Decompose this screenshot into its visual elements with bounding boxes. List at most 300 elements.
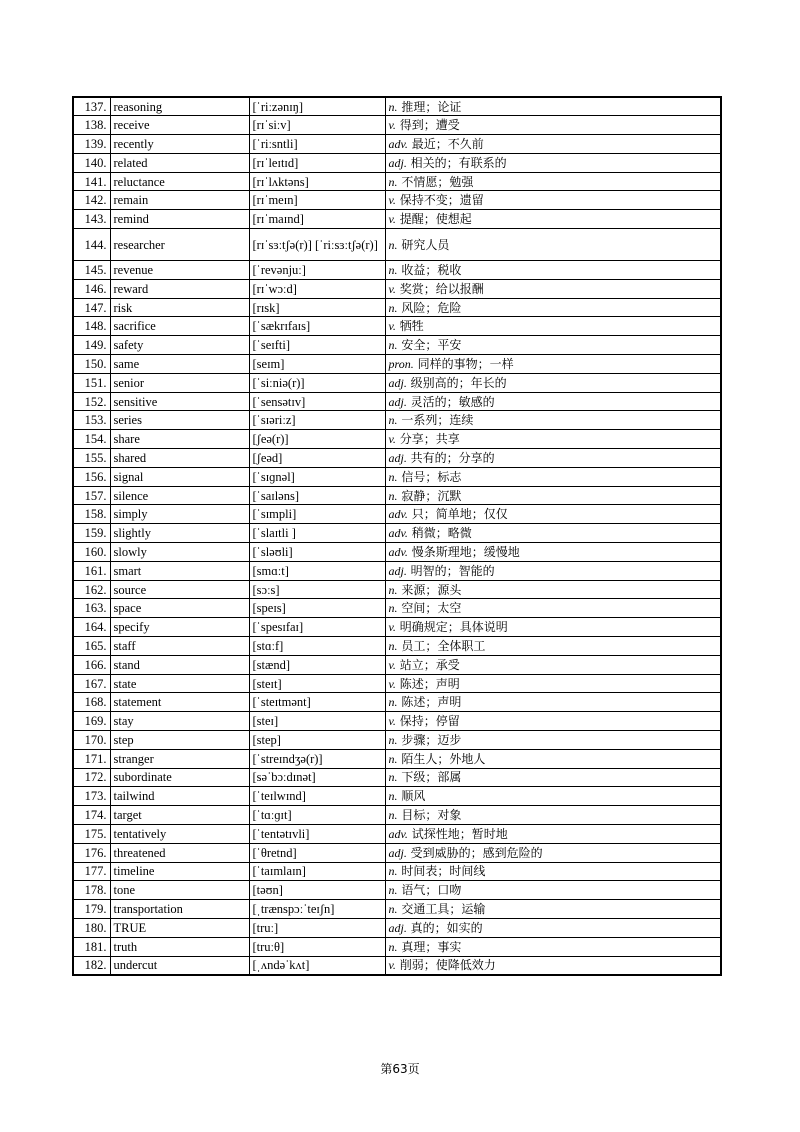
row-number: 154. (73, 430, 110, 449)
part-of-speech: adv. (388, 136, 408, 151)
word-cell: reward (110, 279, 249, 298)
phonetic-cell: [rɪˈwɔːd] (249, 279, 385, 298)
row-number: 141. (73, 172, 110, 191)
table-row (73, 618, 721, 637)
word-cell: tailwind (110, 787, 249, 806)
meaning-text: 灵活的；敏感的 (410, 394, 495, 409)
part-of-speech: adv. (388, 507, 408, 522)
meaning-text: 共有的；分享的 (410, 450, 495, 465)
word-cell: target (110, 806, 249, 825)
word-cell: smart (110, 561, 249, 580)
meaning-text: 陈述；声明 (399, 676, 460, 691)
part-of-speech: n. (388, 789, 398, 804)
definition-cell (385, 317, 721, 336)
meaning-text: 目标；对象 (401, 808, 462, 823)
definition-cell (385, 449, 721, 468)
definition-cell (385, 373, 721, 392)
part-of-speech: n. (388, 732, 398, 747)
phonetic-cell: [səˈbɔːdɪnət] (249, 768, 385, 787)
word-cell: remind (110, 210, 249, 229)
meaning-text: 奖赏；给以报酬 (399, 281, 484, 296)
part-of-speech: adj. (388, 920, 407, 935)
phonetic-cell: [ˈsækrɪfaɪs] (249, 317, 385, 336)
definition-cell (385, 712, 721, 731)
meaning-text: 一系列；连续 (401, 413, 474, 428)
phonetic-cell: [rɪˈlʌktəns] (249, 172, 385, 191)
row-number: 166. (73, 655, 110, 674)
row-number: 152. (73, 392, 110, 411)
table-row (73, 261, 721, 280)
table-row (73, 279, 721, 298)
meaning-text: 只；简单地；仅仅 (411, 507, 508, 522)
table-row (73, 580, 721, 599)
word-cell: revenue (110, 261, 249, 280)
meaning-text: 真理；事实 (401, 939, 462, 954)
definition-cell (385, 153, 721, 172)
row-number: 151. (73, 373, 110, 392)
meaning-text: 牺牲 (399, 319, 424, 334)
meaning-text: 风险；危险 (401, 300, 462, 315)
word-cell: researcher (110, 229, 249, 261)
word-cell: sensitive (110, 392, 249, 411)
table-row (73, 229, 721, 261)
definition-cell (385, 467, 721, 486)
row-number: 145. (73, 261, 110, 280)
word-cell: tone (110, 881, 249, 900)
phonetic-cell: [steɪ] (249, 712, 385, 731)
meaning-text: 安全；平安 (401, 338, 462, 353)
definition-cell (385, 135, 721, 154)
table-row (73, 599, 721, 618)
row-number: 161. (73, 561, 110, 580)
table-row (73, 467, 721, 486)
part-of-speech: adj. (388, 375, 407, 390)
row-number: 158. (73, 505, 110, 524)
definition-cell (385, 261, 721, 280)
table-row (73, 731, 721, 750)
meaning-text: 研究人员 (401, 237, 450, 252)
meaning-text: 语气；口吻 (401, 883, 462, 898)
part-of-speech: n. (388, 99, 398, 114)
part-of-speech: n. (388, 883, 398, 898)
definition-cell (385, 486, 721, 505)
meaning-text: 寂静；沉默 (401, 488, 462, 503)
part-of-speech: n. (388, 770, 398, 785)
part-of-speech: n. (388, 300, 398, 315)
row-number: 165. (73, 637, 110, 656)
word-cell: reluctance (110, 172, 249, 191)
row-number: 169. (73, 712, 110, 731)
phonetic-cell: [ˈsaɪləns] (249, 486, 385, 505)
part-of-speech: n. (388, 338, 398, 353)
word-cell: same (110, 355, 249, 374)
phonetic-cell: [ˈtentətɪvli] (249, 824, 385, 843)
part-of-speech: n. (388, 601, 398, 616)
word-cell: statement (110, 693, 249, 712)
phonetic-cell: [ˈsɪmpli] (249, 505, 385, 524)
row-number: 179. (73, 900, 110, 919)
word-cell: risk (110, 298, 249, 317)
row-number: 160. (73, 543, 110, 562)
part-of-speech: n. (388, 751, 398, 766)
table-row (73, 862, 721, 881)
table-row (73, 768, 721, 787)
part-of-speech: v. (388, 193, 396, 208)
word-cell: related (110, 153, 249, 172)
table-row (73, 937, 721, 956)
phonetic-cell: [ˌtrænspɔːˈteɪʃn] (249, 900, 385, 919)
phonetic-cell: [ˈspesɪfaɪ] (249, 618, 385, 637)
part-of-speech: n. (388, 237, 398, 252)
phonetic-cell: [speɪs] (249, 599, 385, 618)
definition-cell (385, 430, 721, 449)
row-number: 163. (73, 599, 110, 618)
word-cell: stranger (110, 749, 249, 768)
word-cell: senior (110, 373, 249, 392)
definition-cell (385, 298, 721, 317)
definition-cell (385, 229, 721, 261)
table-row (73, 674, 721, 693)
table-row (73, 449, 721, 468)
meaning-text: 员工；全体职工 (401, 638, 486, 653)
table-row (73, 543, 721, 562)
word-cell: recently (110, 135, 249, 154)
table-row (73, 524, 721, 543)
definition-cell (385, 749, 721, 768)
table-row (73, 336, 721, 355)
part-of-speech: n. (388, 413, 398, 428)
word-cell: truth (110, 937, 249, 956)
table-row (73, 392, 721, 411)
definition-cell (385, 336, 721, 355)
definition-cell (385, 599, 721, 618)
part-of-speech: n. (388, 582, 398, 597)
meaning-text: 相关的；有联系的 (410, 155, 507, 170)
meaning-text: 同样的事物；一样 (417, 356, 514, 371)
part-of-speech: v. (388, 319, 396, 334)
phonetic-cell: [ˈtɑːɡɪt] (249, 806, 385, 825)
word-cell: state (110, 674, 249, 693)
part-of-speech: v. (388, 281, 396, 296)
word-cell: sacrifice (110, 317, 249, 336)
word-cell: receive (110, 116, 249, 135)
part-of-speech: n. (388, 939, 398, 954)
meaning-text: 真的；如实的 (410, 920, 483, 935)
table-row (73, 655, 721, 674)
meaning-text: 明确规定；具体说明 (399, 620, 508, 635)
phonetic-cell: [ˈsensətɪv] (249, 392, 385, 411)
definition-cell (385, 862, 721, 881)
definition-cell (385, 768, 721, 787)
row-number: 156. (73, 467, 110, 486)
word-cell: safety (110, 336, 249, 355)
phonetic-cell: [step] (249, 731, 385, 750)
table-row (73, 806, 721, 825)
phonetic-cell: [ˈsɪəriːz] (249, 411, 385, 430)
table-row (73, 97, 721, 116)
row-number: 148. (73, 317, 110, 336)
meaning-text: 收益；税收 (401, 262, 462, 277)
part-of-speech: pron. (388, 356, 414, 371)
part-of-speech: adj. (388, 845, 407, 860)
part-of-speech: v. (388, 657, 396, 672)
definition-cell (385, 637, 721, 656)
definition-cell (385, 937, 721, 956)
part-of-speech: adv. (388, 826, 408, 841)
phonetic-cell: [rɪˈsiːv] (249, 116, 385, 135)
row-number: 150. (73, 355, 110, 374)
word-cell: stand (110, 655, 249, 674)
phonetic-cell: [təʊn] (249, 881, 385, 900)
meaning-text: 步骤；迈步 (401, 732, 462, 747)
row-number: 177. (73, 862, 110, 881)
row-number: 175. (73, 824, 110, 843)
part-of-speech: n. (388, 469, 398, 484)
row-number: 137. (73, 97, 110, 116)
word-cell: timeline (110, 862, 249, 881)
definition-cell (385, 881, 721, 900)
definition-cell (385, 355, 721, 374)
word-cell: specify (110, 618, 249, 637)
table-row (73, 900, 721, 919)
meaning-text: 削弱；使降低效力 (399, 958, 496, 973)
meaning-text: 下级；部属 (401, 770, 462, 785)
part-of-speech: n. (388, 695, 398, 710)
word-cell: simply (110, 505, 249, 524)
vocab-table (72, 96, 722, 976)
meaning-text: 慢条斯理地；缓慢地 (411, 544, 520, 559)
definition-cell (385, 505, 721, 524)
definition-cell (385, 693, 721, 712)
phonetic-cell: [ˈθretnd] (249, 843, 385, 862)
definition-cell (385, 561, 721, 580)
row-number: 155. (73, 449, 110, 468)
table-row (73, 505, 721, 524)
row-number: 173. (73, 787, 110, 806)
row-number: 159. (73, 524, 110, 543)
definition-cell (385, 191, 721, 210)
part-of-speech: n. (388, 174, 398, 189)
part-of-speech: v. (388, 212, 396, 227)
part-of-speech: adv. (388, 544, 408, 559)
word-cell: reasoning (110, 97, 249, 116)
table-row (73, 116, 721, 135)
definition-cell (385, 97, 721, 116)
table-row (73, 486, 721, 505)
table-row (73, 298, 721, 317)
row-number: 138. (73, 116, 110, 135)
phonetic-cell: [ˈsiːniə(r)] (249, 373, 385, 392)
part-of-speech: adj. (388, 155, 407, 170)
phonetic-cell: [rɪˈsɜːtʃə(r)] [ˈriːsɜːtʃə(r)] (249, 229, 385, 261)
word-cell: slowly (110, 543, 249, 562)
definition-cell (385, 824, 721, 843)
word-cell: remain (110, 191, 249, 210)
meaning-text: 提醒；使想起 (399, 212, 472, 227)
row-number: 181. (73, 937, 110, 956)
row-number: 164. (73, 618, 110, 637)
word-cell: undercut (110, 956, 249, 975)
row-number: 182. (73, 956, 110, 975)
definition-cell (385, 210, 721, 229)
row-number: 180. (73, 918, 110, 937)
row-number: 167. (73, 674, 110, 693)
row-number: 144. (73, 229, 110, 261)
word-cell: transportation (110, 900, 249, 919)
table-row (73, 637, 721, 656)
meaning-text: 顺风 (401, 789, 426, 804)
phonetic-cell: [truːθ] (249, 937, 385, 956)
phonetic-cell: [ˈseɪfti] (249, 336, 385, 355)
meaning-text: 信号；标志 (401, 469, 462, 484)
definition-cell (385, 580, 721, 599)
definition-cell (385, 655, 721, 674)
part-of-speech: n. (388, 638, 398, 653)
page-number: 第63页 (380, 1062, 420, 1076)
table-row (73, 956, 721, 975)
phonetic-cell: [ˈsteɪtmənt] (249, 693, 385, 712)
phonetic-cell: [seɪm] (249, 355, 385, 374)
phonetic-cell: [stænd] (249, 655, 385, 674)
part-of-speech: adj. (388, 563, 407, 578)
part-of-speech: n. (388, 262, 398, 277)
phonetic-cell: [ˈtaɪmlaɪn] (249, 862, 385, 881)
meaning-text: 陌生人；外地人 (401, 751, 486, 766)
definition-cell (385, 524, 721, 543)
row-number: 149. (73, 336, 110, 355)
row-number: 142. (73, 191, 110, 210)
meaning-text: 推理；论证 (401, 99, 462, 114)
definition-cell (385, 172, 721, 191)
row-number: 157. (73, 486, 110, 505)
word-cell: silence (110, 486, 249, 505)
phonetic-cell: [ˈriːzənɪŋ] (249, 97, 385, 116)
word-cell: slightly (110, 524, 249, 543)
phonetic-cell: [ˈstreɪndʒə(r)] (249, 749, 385, 768)
phonetic-cell: [ʃeəd] (249, 449, 385, 468)
definition-cell (385, 411, 721, 430)
page-footer (0, 1060, 800, 1077)
phonetic-cell: [ˈsɪɡnəl] (249, 467, 385, 486)
meaning-text: 稍微；略微 (411, 526, 472, 541)
table-row (73, 561, 721, 580)
row-number: 140. (73, 153, 110, 172)
word-cell: series (110, 411, 249, 430)
definition-cell (385, 806, 721, 825)
definition-cell (385, 900, 721, 919)
word-cell: threatened (110, 843, 249, 862)
definition-cell (385, 918, 721, 937)
row-number: 139. (73, 135, 110, 154)
table-row (73, 881, 721, 900)
table-row (73, 373, 721, 392)
table-row (73, 824, 721, 843)
meaning-text: 时间表；时间线 (401, 864, 486, 879)
phonetic-cell: [rɪˈleɪtɪd] (249, 153, 385, 172)
table-row (73, 430, 721, 449)
definition-cell (385, 392, 721, 411)
row-number: 146. (73, 279, 110, 298)
meaning-text: 空间；太空 (401, 601, 462, 616)
row-number: 168. (73, 693, 110, 712)
part-of-speech: v. (388, 676, 396, 691)
word-cell: step (110, 731, 249, 750)
word-cell: shared (110, 449, 249, 468)
table-row (73, 787, 721, 806)
meaning-text: 得到；遭受 (399, 118, 460, 133)
meaning-text: 陈述；声明 (401, 695, 462, 710)
row-number: 170. (73, 731, 110, 750)
phonetic-cell: [rɪˈmeɪn] (249, 191, 385, 210)
row-number: 174. (73, 806, 110, 825)
table-row (73, 210, 721, 229)
meaning-text: 明智的；智能的 (410, 563, 495, 578)
word-cell: TRUE (110, 918, 249, 937)
table-row (73, 843, 721, 862)
definition-cell (385, 116, 721, 135)
table-row (73, 172, 721, 191)
part-of-speech: v. (388, 432, 396, 447)
definition-cell (385, 956, 721, 975)
row-number: 162. (73, 580, 110, 599)
part-of-speech: n. (388, 808, 398, 823)
definition-cell (385, 618, 721, 637)
part-of-speech: v. (388, 118, 396, 133)
phonetic-cell: [steɪt] (249, 674, 385, 693)
word-cell: tentatively (110, 824, 249, 843)
word-cell: staff (110, 637, 249, 656)
word-cell: signal (110, 467, 249, 486)
row-number: 143. (73, 210, 110, 229)
phonetic-cell: [ˈsləʊli] (249, 543, 385, 562)
phonetic-cell: [ˈrevənjuː] (249, 261, 385, 280)
word-cell: stay (110, 712, 249, 731)
phonetic-cell: [truː] (249, 918, 385, 937)
meaning-text: 受到威胁的；感到危险的 (410, 845, 543, 860)
vocab-table-body (73, 97, 721, 975)
definition-cell (385, 787, 721, 806)
definition-cell (385, 731, 721, 750)
definition-cell (385, 279, 721, 298)
table-row (73, 918, 721, 937)
definition-cell (385, 543, 721, 562)
table-row (73, 712, 721, 731)
word-cell: space (110, 599, 249, 618)
phonetic-cell: [ˌʌndəˈkʌt] (249, 956, 385, 975)
part-of-speech: v. (388, 714, 396, 729)
meaning-text: 保持；停留 (399, 714, 460, 729)
phonetic-cell: [stɑːf] (249, 637, 385, 656)
table-row (73, 749, 721, 768)
word-cell: subordinate (110, 768, 249, 787)
table-row (73, 153, 721, 172)
phonetic-cell: [rɪsk] (249, 298, 385, 317)
meaning-text: 站立；承受 (399, 657, 460, 672)
table-row (73, 317, 721, 336)
meaning-text: 级别高的；年长的 (410, 375, 507, 390)
part-of-speech: n. (388, 864, 398, 879)
phonetic-cell: [smɑːt] (249, 561, 385, 580)
part-of-speech: adj. (388, 450, 407, 465)
table-row (73, 411, 721, 430)
phonetic-cell: [ˈteɪlwɪnd] (249, 787, 385, 806)
row-number: 171. (73, 749, 110, 768)
meaning-text: 分享；共享 (399, 432, 460, 447)
phonetic-cell: [ʃeə(r)] (249, 430, 385, 449)
row-number: 172. (73, 768, 110, 787)
part-of-speech: n. (388, 488, 398, 503)
phonetic-cell: [sɔːs] (249, 580, 385, 599)
